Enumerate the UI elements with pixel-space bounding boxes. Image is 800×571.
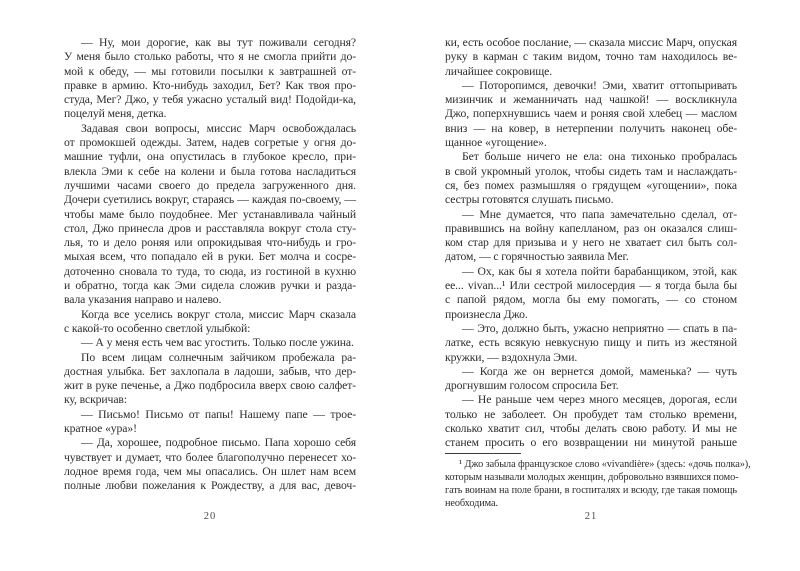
text-line: произнесла Джо. xyxy=(445,307,528,321)
text-line: ком стар для призыва и у него не хватает сил быть сол- xyxy=(445,236,737,250)
text-line: студа, Мег? Джо, у тебя ужасно усталый вид! Подойди-ка, xyxy=(64,93,356,107)
text-line: сколько хватит сил, чтобы делать свою работу. И мы не xyxy=(445,422,737,436)
text-line: — Это, должно быть, ужасно неприятно — спать в па- xyxy=(462,321,737,335)
text-line: Задавая свои вопросы, миссис Марч освобождалась xyxy=(81,121,356,135)
text-line: лья, то и дело роняя или опрокидывая что-нибудь и гро- xyxy=(64,236,356,250)
page-number-left: 20 xyxy=(203,511,217,522)
page-left-body-text xyxy=(64,36,356,494)
text-line: — Ну, мои дорогие, как вы тут поживали сегодня? xyxy=(81,36,356,49)
text-line: станем просить о его возвращении ни минутой раньше xyxy=(445,436,737,450)
text-line: мыхая всем, что попадало ей в руки. Бет молча и сосре- xyxy=(64,250,356,264)
text-line: в свой укромный уголок, чтобы сидеть там и наслаждать- xyxy=(445,164,737,178)
text-line: необходима. xyxy=(445,497,498,509)
text-line: — Когда же он вернется домой, маменька? — чуть xyxy=(462,364,737,378)
text-line: чтобы маме было поудобнее. Мег устанавливала чайный xyxy=(64,207,356,221)
text-line: щанное «угощение». xyxy=(445,136,547,150)
text-line: лодное время года, чем мы опасались. Он шлет нам всем xyxy=(64,464,356,478)
text-line: гать воинам на поле брани, в госпиталях и всюду, где такая помощь xyxy=(445,484,737,496)
text-line: латке, есть всякую невкусную пищу и пить из жестяной xyxy=(445,336,737,350)
text-line: от промокшей одежды. Затем, надев согретые у огня до- xyxy=(64,136,356,150)
page-right-body-text xyxy=(445,36,737,451)
text-line: — А у меня есть чем вас угостить. Только после ужина. xyxy=(81,336,354,350)
text-line: дрогнувшим голосом спросила Бет. xyxy=(445,379,619,393)
text-line: датом, — с горячностью заявила Мег. xyxy=(445,250,629,264)
text-line: Когда все уселись вокруг стола, миссис Марч сказала xyxy=(81,307,356,321)
text-line: правке в армию. Кто-нибудь заходил, Бет? Как твоя про- xyxy=(64,78,356,92)
text-line: ¹ Джо забыла французское слово «vivandière» (здесь: «дочь полка»), xyxy=(459,459,751,470)
text-line: ку, вскричав: xyxy=(64,393,127,407)
text-line: с какой-то особенно светлой улыбкой: xyxy=(64,321,251,335)
text-line: лучшими часами своего до предела загруженного дня. xyxy=(64,178,356,192)
text-line: правившись на войну капелланом, раз он оказался слиш- xyxy=(445,221,737,235)
text-line: — Поторопимся, девочки! Эми, хватит оттопыривать xyxy=(462,78,737,92)
text-line: — Не раньше чем через много месяцев, дорогая, если xyxy=(462,393,737,407)
text-line: мой к обеду, — мы готовили посылки к завтрашней от- xyxy=(64,64,356,78)
text-line: жит в руке печенье, а Джо подбросила вверх свою салфет- xyxy=(64,379,356,393)
text-line: полные любви пожелания к Рождеству, а для вас, девоч- xyxy=(64,479,356,493)
text-line: достная улыбка. Бет захлопала в ладоши, забыв, что дер- xyxy=(64,364,356,378)
text-line: — Письмо! Письмо от папы! Нашему папе — трое- xyxy=(81,407,356,421)
footnote xyxy=(445,459,751,511)
text-line: Дочери суетились вокруг, стараясь — каждая по-своему, — xyxy=(64,193,356,207)
text-line: ся, без помех размышляя о грядущем «угощении», пока xyxy=(445,178,737,192)
text-line: чувствует и думает, что более благополучно перенесет хо- xyxy=(64,450,356,464)
text-line: влекла Эми к себе на колени и была готова насладиться xyxy=(64,164,356,178)
text-line: ее... vivan...¹ Или сестрой милосердия — я тогда была бы xyxy=(445,279,737,293)
text-line: стол, Джо принесла дров и расставляла вокруг стола сту- xyxy=(64,221,356,235)
text-line: сестры готовятся слушать письмо. xyxy=(445,193,614,207)
text-line: По всем лицам солнечным зайчиком пробежала ра- xyxy=(81,350,356,364)
text-line: — Да, хорошее, подробное письмо. Папа хорошо себя xyxy=(81,436,356,450)
text-line: машние туфли, она опустилась в глубокое кресло, при- xyxy=(64,150,356,164)
text-line: У меня было столько работы, что я не смогла прийти до- xyxy=(64,50,356,64)
text-line: доточенно сновала то туда, то сюда, из гостиной в кухню xyxy=(64,264,356,278)
text-line: и обратно, тогда как Эми сидела сложив ручки и разда- xyxy=(64,279,356,293)
text-line: ки, есть особое послание, — сказала миссис Марч, опуская xyxy=(445,36,737,49)
text-line: поцелуй меня, детка. xyxy=(64,107,167,121)
text-line: мизинчик и жеманничать над чашкой! — воскликнула xyxy=(445,93,737,107)
text-line: — Мне думается, что папа замечательно сделал, от- xyxy=(462,207,737,221)
text-line: с папой рядом, могла бы ему помогать, — со стоном xyxy=(445,293,737,307)
text-line: Бет больше ничего не ела: она тихонько пробралась xyxy=(462,150,737,164)
text-line: вала указания направо и налево. xyxy=(64,293,222,307)
text-line: руку в карман с таким видом, точно там находилось ве- xyxy=(445,50,737,64)
text-line: Джо, поперхнувшись чаем и роняя свой хлебец — маслом xyxy=(445,107,737,121)
text-line: кратное «ура»! xyxy=(64,422,137,436)
footnote-separator xyxy=(445,453,521,454)
text-line: кружки, — вздохнула Эми. xyxy=(445,350,578,364)
text-line: которым называли молодых женщин, добровольно взявшихся помо- xyxy=(445,471,739,483)
page-number-right: 21 xyxy=(584,511,598,522)
text-line: вниз — на ковер, в нетерпении получить наконец обе- xyxy=(445,121,737,135)
text-line: личайшее сокровище. xyxy=(445,64,553,78)
text-line: только не заболеет. Он пробудет там столько времени, xyxy=(445,407,737,421)
text-line: — Ох, как бы я хотела пойти барабанщиком, этой, как xyxy=(462,264,737,278)
